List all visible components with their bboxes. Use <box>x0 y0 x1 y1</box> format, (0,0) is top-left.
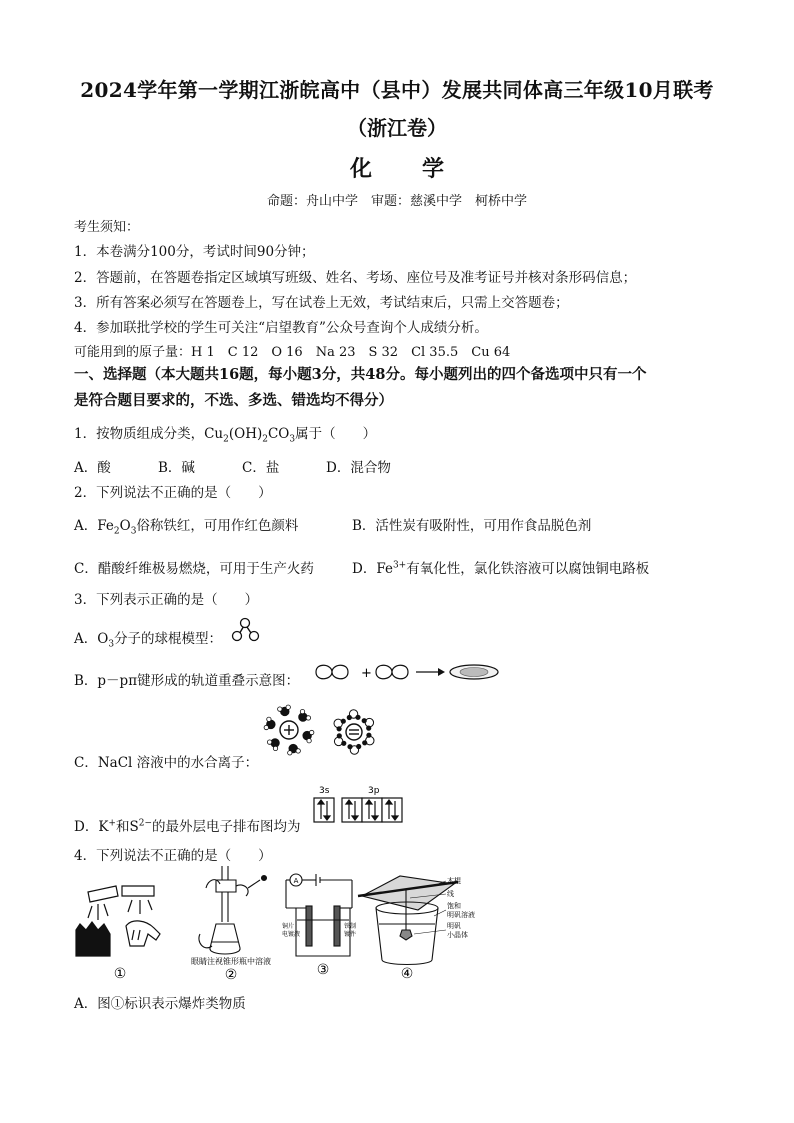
atomic-masses: 可能用到的原子量：H 1 C 12 O 16 Na 23 S 32 Cl 35.5 Cu 64 <box>74 345 511 360</box>
q2-option-c[interactable]: C．醋酸纤维极易燃烧，可用于生产火药 <box>74 561 314 577</box>
orbital-label-3s: 3s <box>319 786 330 796</box>
iron-part-label-2: 镀件 <box>344 931 357 938</box>
ozone-ball-stick-model <box>230 616 260 642</box>
water-hydrogen <box>347 715 351 719</box>
water-hydrogen <box>278 707 282 711</box>
water-hydrogen <box>342 741 346 745</box>
figure-2-titration <box>186 862 276 982</box>
notice-heading: 考生须知： <box>74 220 140 235</box>
water-hydrogen <box>362 719 366 723</box>
notice-item-4: 4．参加联批学校的学生可关注“启望教育”公众号查询个人成绩分析。 <box>74 320 488 336</box>
q3-option-d[interactable]: D．K+和$S^{2-}$的最外层电子排布图均为 <box>74 818 301 835</box>
notice-item-3: 3．所有答案必须写在答题卷上，写在试卷上无效，考试结束后，只需上交答题卷； <box>74 295 569 311</box>
question-3-stem: 3．下列表示正确的是（ ） <box>74 592 259 608</box>
hydrated-ions-diagram <box>262 704 386 756</box>
water-hydrogen <box>267 717 271 721</box>
exam-title: 2024学年第一学期江浙皖高中（县中）发展共同体高三年级10月联考 <box>80 78 714 102</box>
fig4-label-small-crystal: 小晶体 <box>447 931 468 939</box>
q1-formula: $Cu_2(OH)_2CO_3$ <box>204 426 296 445</box>
p-p-pi-orbital-overlap-diagram <box>312 660 502 684</box>
fig4-label-alum: 明矾 <box>447 922 461 930</box>
hydrated-sodium-ion <box>264 705 314 755</box>
question-1-stem <box>74 422 376 445</box>
q1-option-b[interactable]: B．碱 <box>158 460 195 476</box>
notice-item-1: 1．本卷满分100分，考试时间90分钟； <box>74 244 315 260</box>
water-hydrogen <box>306 716 310 720</box>
water-hydrogen <box>288 751 292 755</box>
water-hydrogen <box>337 727 341 731</box>
orbital-diagram-3s-3p <box>312 784 408 828</box>
q3-option-b[interactable]: B．p－pπ键形成的轨道重叠示意图： <box>74 673 300 689</box>
water-hydrogen <box>367 733 371 737</box>
water-hydrogen <box>264 725 268 729</box>
q1-suffix: 属于（ ） <box>295 426 377 442</box>
overlap-plus-sign: + <box>361 666 372 681</box>
fig4-label-saturated: 饱和 <box>447 902 461 910</box>
q1-prefix: 1．按物质组成分类， <box>74 426 205 442</box>
question-4-stem: 4．下列说法不正确的是（ ） <box>74 848 272 864</box>
q2-option-d[interactable]: D．$Fe^{3+}$有氧化性，氯化铁溶液可以腐蚀铜电路板 <box>352 560 650 577</box>
water-hydrogen <box>267 740 271 744</box>
question-1-options <box>74 456 391 476</box>
q1-option-d[interactable]: D．混合物 <box>326 460 391 476</box>
water-hydrogen <box>363 741 367 745</box>
water-hydrogen <box>341 719 345 723</box>
figure-2-label: ② <box>224 967 238 983</box>
fig4-label-alum-solution: 明矾溶液 <box>447 911 475 919</box>
figure-4-label: ④ <box>400 966 414 982</box>
hydrated-chloride-ion <box>334 710 374 754</box>
notice-item-2: 2．答题前，在答题卷指定区域填写班级、姓名、考场、座位号及准考证号并核对条形码信息； <box>74 270 637 286</box>
water-hydrogen <box>356 715 360 719</box>
plating-solution-label: 电镀液 <box>282 931 301 938</box>
q2-option-b[interactable]: B．活性炭有吸附性，可用作食品脱色剂 <box>352 518 592 534</box>
figure-3-label: ③ <box>316 962 330 978</box>
fig4-label-stick: 木棍 <box>447 877 461 885</box>
water-hydrogen <box>300 709 304 713</box>
figure-1-label: ① <box>113 966 127 982</box>
q1-option-a[interactable]: A．酸 <box>74 460 111 476</box>
water-hydrogen <box>307 739 311 743</box>
water-hydrogen <box>310 730 314 734</box>
q4-option-a[interactable]: A．图①标识表示爆炸类物质 <box>74 996 246 1012</box>
q3-option-a[interactable]: A．$O_3$分子的球棍模型： <box>74 631 223 650</box>
fig4-label-thread: 线 <box>447 890 454 898</box>
exam-subtitle: （浙江卷） <box>347 116 447 140</box>
figure-3-electroplating <box>282 870 364 982</box>
authors-line: 命题：舟山中学 审题：慈溪中学 柯桥中学 <box>266 194 527 209</box>
water-hydrogen <box>367 726 371 730</box>
q2-option-a[interactable]: A．$Fe_2O_3$俗称铁红，可用作红色颜料 <box>74 518 299 537</box>
water-hydrogen <box>357 744 361 748</box>
water-hydrogen <box>348 745 352 749</box>
water-hydrogen <box>337 734 341 738</box>
orbital-label-3p: 3p <box>368 786 380 796</box>
water-hydrogen <box>286 705 290 709</box>
figure-4-crystal-growth <box>354 868 475 982</box>
ammeter-label: A <box>293 877 299 885</box>
iron-part-label: 铁制 <box>344 923 357 930</box>
figure-2-caption: 眼睛注视锥形瓶中溶液 <box>191 957 271 966</box>
section-heading-line1: 一、选择题（本大题共16题，每小题3分，共48分。每小题列出的四个备选项中只有一个 <box>74 366 647 383</box>
q3-option-c[interactable]: C．NaCl 溶液中的水合离子： <box>74 755 259 771</box>
subject-title: 化 学 <box>349 156 458 182</box>
section-heading-line2: 是符合题目要求的，不选、多选、错选均不得分） <box>74 392 393 409</box>
water-hydrogen <box>296 749 300 753</box>
figure-1-corrosive-sign <box>74 878 166 982</box>
copper-plate-label: 铜片 <box>282 923 295 930</box>
water-hydrogen <box>273 746 277 750</box>
question-2-stem: 2．下列说法不正确的是（ ） <box>74 485 272 501</box>
q1-option-c[interactable]: C．盐 <box>242 460 280 476</box>
